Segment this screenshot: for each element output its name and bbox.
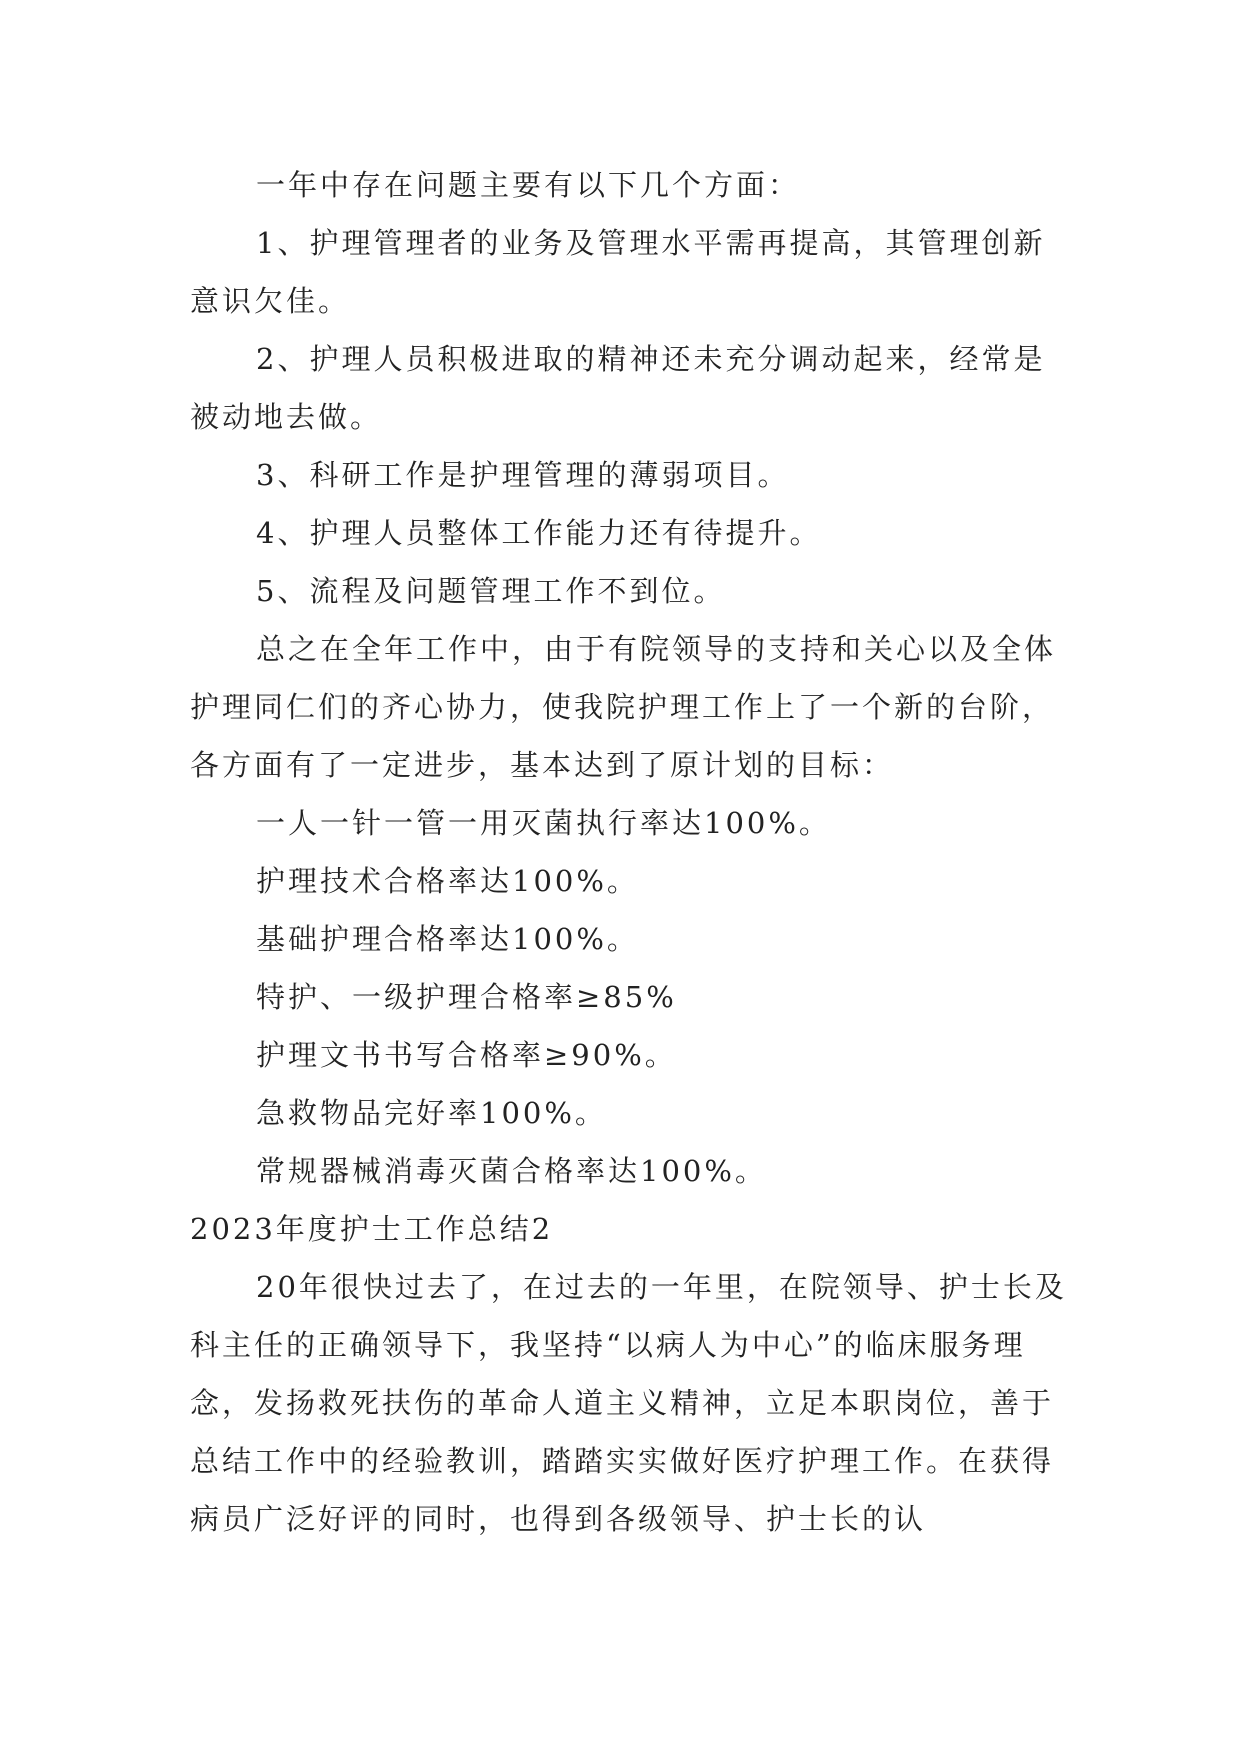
paragraph-section-body: 20年很快过去了，在过去的一年里，在院领导、护士长及科主任的正确领导下，我坚持“以病人为中心”的临床服务理念，发扬救死扶伤的革命人道主义精神，立足本职岗位，善于总结工作中的经验教训，踏踏实实做好医疗护理工作。在获得病员广泛好评的同时，也得到各级领导、护士长的认 (190, 1270, 1067, 1536)
paragraph-metric-documentation: 护理文书书写合格率≥90%。 (256, 1038, 677, 1072)
paragraph-problem-1: 1、护理管理者的业务及管理水平需再提高，其管理创新意识欠佳。 (190, 226, 1046, 318)
paragraph-summary: 总之在全年工作中，由于有院领导的支持和关心以及全体护理同仁们的齐心协力，使我院护理工作上了一个新的台阶，各方面有了一定进步，基本达到了原计划的目标： (190, 632, 1057, 782)
paragraph-metric-special-care: 特护、一级护理合格率≥85% (256, 980, 677, 1014)
paragraph-problems-intro: 一年中存在问题主要有以下几个方面： (256, 168, 801, 202)
paragraph-problem-3: 3、科研工作是护理管理的薄弱项目。 (256, 458, 790, 492)
paragraph-problem-5: 5、流程及问题管理工作不到位。 (256, 574, 726, 608)
document-body (190, 156, 1070, 1548)
paragraph-metric-basic-care: 基础护理合格率达100%。 (256, 922, 639, 956)
paragraph-problem-4: 4、护理人员整体工作能力还有待提升。 (256, 516, 822, 550)
section-heading: 2023年度护士工作总结2 (190, 1212, 554, 1246)
paragraph-problem-2: 2、护理人员积极进取的精神还未充分调动起来，经常是被动地去做。 (190, 342, 1046, 434)
paragraph-metric-sterilization: 一人一针一管一用灭菌执行率达100%。 (256, 806, 831, 840)
paragraph-metric-technique: 护理技术合格率达100%。 (256, 864, 639, 898)
paragraph-metric-emergency-supplies: 急救物品完好率100%。 (256, 1096, 607, 1130)
paragraph-metric-instrument-disinfection: 常规器械消毒灭菌合格率达100%。 (256, 1154, 767, 1188)
